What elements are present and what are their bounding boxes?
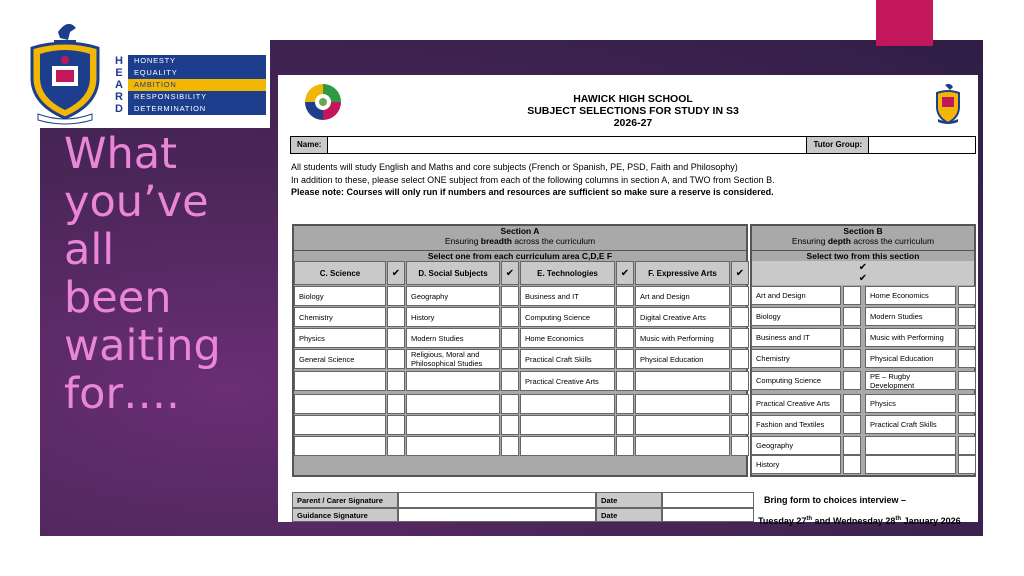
form-title-line: SUBJECT SELECTIONS FOR STUDY IN S3	[527, 105, 739, 117]
headline-line: you’ve	[64, 177, 209, 227]
tick-box[interactable]	[843, 349, 861, 368]
column-header: D. Social Subjects	[406, 261, 500, 285]
form-title-line: HAWICK HIGH SCHOOL	[573, 93, 693, 105]
school-logo-banner	[12, 14, 270, 128]
subject-cell: Biology	[751, 307, 841, 326]
tick-box[interactable]	[843, 415, 861, 434]
headline-line: waiting	[64, 321, 221, 371]
subject-cell: Physics	[865, 394, 956, 413]
tick-box[interactable]	[958, 394, 976, 413]
tick-box[interactable]	[958, 371, 976, 390]
subject-cell: Fashion and Textiles	[751, 415, 841, 434]
heard-letters	[112, 55, 126, 115]
subject-cell	[865, 436, 956, 455]
bring-date-c: January 2026	[901, 516, 961, 526]
tick-box[interactable]	[731, 415, 749, 435]
heard-values	[128, 55, 266, 115]
subject-cell: Business and IT	[751, 328, 841, 347]
tick-box[interactable]	[958, 415, 976, 434]
tick-box[interactable]	[958, 349, 976, 368]
school-crest-small-icon	[933, 83, 963, 125]
section-a-subtitle-pre: Ensuring	[444, 236, 481, 246]
instructions	[291, 161, 971, 199]
heard-letter: E	[115, 67, 123, 79]
tick-box[interactable]	[731, 436, 749, 456]
tick-box[interactable]	[843, 371, 861, 390]
tick-header-icon: ✔	[387, 261, 405, 285]
value-equality: EQUALITY	[128, 67, 266, 79]
tick-box[interactable]	[501, 286, 519, 306]
tick-box[interactable]	[501, 328, 519, 348]
subject-cell: Modern Studies	[865, 307, 956, 326]
section-b-title-text: Section B	[843, 226, 883, 236]
subject-cell: Business and IT	[520, 286, 615, 306]
subject-cell: PE – Rugby Development	[865, 371, 956, 390]
parent-date-field[interactable]	[662, 492, 754, 508]
column-header: E. Technologies	[520, 261, 615, 285]
headline-line: all	[64, 225, 115, 275]
tick-box[interactable]	[387, 415, 405, 435]
school-badge-icon	[304, 83, 342, 121]
column-header: C. Science	[294, 261, 386, 285]
bring-date-b: and Wednesday 28	[812, 516, 896, 526]
section-a-subtitle-post: across the curriculum	[511, 236, 596, 246]
subject-cell: Chemistry	[294, 307, 386, 327]
form-title-line: 2026-27	[613, 117, 653, 129]
section-a-subtitle-bold: breadth	[480, 236, 512, 246]
subject-cell	[635, 371, 730, 391]
tick-box[interactable]	[387, 286, 405, 306]
tick-box[interactable]	[958, 307, 976, 326]
tick-box[interactable]	[387, 394, 405, 414]
subject-cell: Practical Creative Arts	[751, 394, 841, 413]
subject-cell: Computing Science	[520, 307, 615, 327]
subject-cell	[406, 371, 500, 391]
instruction-note: Please note: Courses will only run if numbers and resources are sufficient so make sure a reserve is considered.	[291, 187, 774, 197]
subject-cell	[406, 436, 500, 456]
subject-cell: Art and Design	[635, 286, 730, 306]
subject-cell: Digital Creative Arts	[635, 307, 730, 327]
subject-cell: Physical Education	[865, 349, 956, 368]
tutor-group-field[interactable]	[869, 137, 975, 153]
name-field[interactable]	[328, 137, 807, 153]
tick-box[interactable]	[843, 394, 861, 413]
subject-cell	[294, 415, 386, 435]
heard-letter: H	[115, 55, 123, 67]
subject-cell: Practical Craft Skills	[865, 415, 956, 434]
subject-cell	[406, 394, 500, 414]
tick-box[interactable]	[731, 307, 749, 327]
subject-cell: Geography	[751, 436, 841, 455]
tick-box[interactable]	[958, 436, 976, 455]
subject-cell: Chemistry	[751, 349, 841, 368]
accent-tab	[876, 0, 933, 46]
headline-line: been	[64, 273, 172, 323]
subject-cell: Practical Craft Skills	[520, 349, 615, 369]
value-determination: DETERMINATION	[128, 103, 266, 115]
tick-header-icon: ✔	[731, 261, 749, 285]
tick-box[interactable]	[501, 436, 519, 456]
section-a-title	[294, 226, 746, 236]
tutor-group-label: Tutor Group:	[807, 137, 869, 153]
subject-cell: General Science	[294, 349, 386, 369]
section-b-instruction: Select two from this section	[752, 250, 974, 262]
guidance-date-field[interactable]	[662, 508, 754, 522]
subject-cell: Music with Performing	[865, 328, 956, 347]
subject-cell	[294, 394, 386, 414]
tick-box[interactable]	[958, 455, 976, 474]
bring-line-1: Bring form to choices interview –	[764, 495, 907, 505]
slide-headline	[64, 130, 264, 418]
tick-box[interactable]	[616, 436, 634, 456]
tick-box[interactable]	[616, 415, 634, 435]
value-responsibility: RESPONSIBILITY	[128, 91, 266, 103]
section-a-title-text: Section A	[500, 226, 540, 236]
section-b-subtitle-pre: Ensuring	[791, 236, 828, 246]
subject-cell	[520, 415, 615, 435]
guidance-signature-label: Guidance Signature	[292, 508, 398, 522]
tick-header-icon: ✔	[501, 261, 519, 285]
bring-line-2	[758, 510, 973, 531]
subject-cell: Art and Design	[751, 286, 841, 305]
subject-cell: Practical Creative Arts	[520, 371, 615, 391]
section-b-title	[752, 226, 974, 236]
tick-box[interactable]	[501, 371, 519, 391]
tick-box[interactable]	[958, 286, 976, 305]
value-ambition: AMBITION	[128, 79, 266, 91]
tick-box[interactable]	[616, 307, 634, 327]
tick-box[interactable]	[731, 349, 749, 369]
parent-date-label: Date	[596, 492, 662, 508]
tick-header-icon: ✔	[858, 273, 868, 284]
tick-box[interactable]	[958, 328, 976, 347]
subject-cell: History	[406, 307, 500, 327]
tick-box[interactable]	[731, 371, 749, 391]
form-title	[458, 93, 808, 129]
tick-box[interactable]	[501, 394, 519, 414]
subject-cell: Computing Science	[751, 371, 841, 390]
tick-box[interactable]	[616, 328, 634, 348]
parent-signature-label: Parent / Carer Signature	[292, 492, 398, 508]
heard-letter: R	[115, 91, 123, 103]
column-header: F. Expressive Arts	[635, 261, 730, 285]
tick-box[interactable]	[387, 328, 405, 348]
bring-form-note	[758, 491, 973, 531]
guidance-date-label: Date	[596, 508, 662, 522]
subject-cell	[520, 436, 615, 456]
bring-sup-1: th	[806, 516, 813, 522]
tick-box[interactable]	[501, 307, 519, 327]
tick-box[interactable]	[843, 286, 861, 305]
subject-cell	[520, 394, 615, 414]
name-label: Name:	[291, 137, 328, 153]
tick-box[interactable]	[387, 349, 405, 369]
tick-header-icon: ✔	[616, 261, 634, 285]
subject-cell: Physics	[294, 328, 386, 348]
headline-line: What	[64, 129, 177, 179]
heard-letter: D	[115, 103, 123, 115]
subject-cell	[294, 436, 386, 456]
heard-letter: A	[115, 79, 123, 91]
subject-cell: Physical Education	[635, 349, 730, 369]
tick-header-icon: ✔	[858, 262, 868, 273]
tick-box[interactable]	[616, 394, 634, 414]
bring-date-a: Tuesday 27	[758, 516, 807, 526]
tick-box[interactable]	[843, 455, 861, 474]
subject-cell: Religious, Moral and Philosophical Studies	[406, 349, 500, 369]
subject-selection-form	[278, 75, 978, 526]
subject-cell: Music with Performing	[635, 328, 730, 348]
headline-line: for….	[64, 369, 180, 419]
name-bar	[290, 136, 976, 154]
tick-box[interactable]	[731, 394, 749, 414]
tick-box[interactable]	[387, 436, 405, 456]
tick-box[interactable]	[731, 286, 749, 306]
tick-box[interactable]	[501, 415, 519, 435]
section-b-subtitle	[752, 236, 974, 246]
tick-box[interactable]	[387, 371, 405, 391]
instruction-line: All students will study English and Maths and core subjects (French or Spanish, PE, PSD, Faith and Philosophy)	[291, 162, 738, 172]
tick-box[interactable]	[843, 436, 861, 455]
bring-sup-2: th	[895, 516, 902, 522]
subject-cell	[635, 436, 730, 456]
subject-cell: Geography	[406, 286, 500, 306]
value-honesty: HONESTY	[128, 55, 266, 67]
tick-box[interactable]	[501, 349, 519, 369]
section-b-ticks	[752, 261, 974, 285]
tick-box[interactable]	[843, 307, 861, 326]
subject-cell	[865, 455, 956, 474]
instruction-line: In addition to these, please select ONE subject from each of the following columns in section A, and TWO from Section B.	[291, 174, 775, 185]
subject-cell: Modern Studies	[406, 328, 500, 348]
guidance-signature-field[interactable]	[398, 508, 596, 522]
tick-box[interactable]	[387, 307, 405, 327]
subject-cell	[635, 415, 730, 435]
subject-cell	[294, 371, 386, 391]
subject-cell	[635, 394, 730, 414]
tick-box[interactable]	[731, 328, 749, 348]
section-a-instruction: Select one from each curriculum area C,D,E F	[294, 250, 746, 262]
section-b-subtitle-bold: depth	[827, 236, 851, 246]
subject-cell: History	[751, 455, 841, 474]
tick-box[interactable]	[616, 349, 634, 369]
section-a-subtitle	[294, 236, 746, 246]
parent-signature-field[interactable]	[398, 492, 596, 508]
tick-box[interactable]	[616, 371, 634, 391]
subject-cell: Home Economics	[865, 286, 956, 305]
tick-box[interactable]	[843, 328, 861, 347]
subject-cell: Home Economics	[520, 328, 615, 348]
subject-cell	[406, 415, 500, 435]
school-crest-icon	[18, 18, 112, 126]
section-b-subtitle-post: across the curriculum	[850, 236, 935, 246]
subject-cell: Biology	[294, 286, 386, 306]
tick-box[interactable]	[616, 286, 634, 306]
